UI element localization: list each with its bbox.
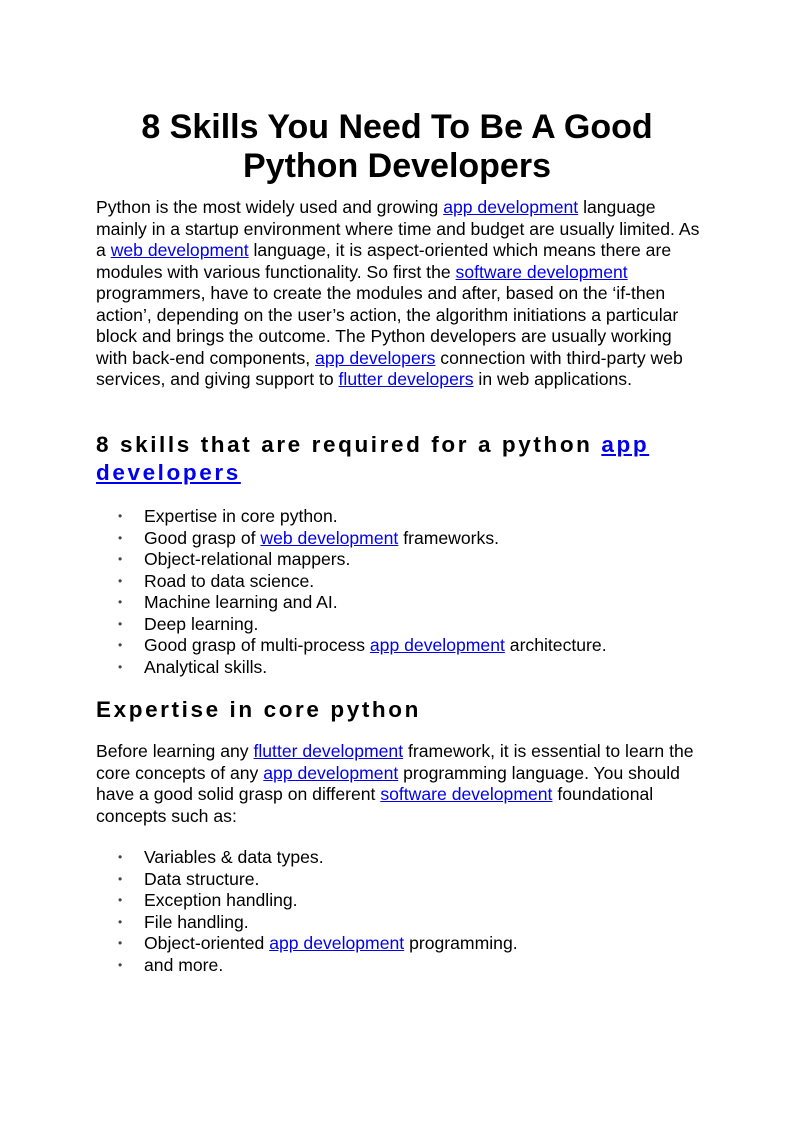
bullet-icon: • xyxy=(118,638,123,652)
text-segment: Analytical skills. xyxy=(144,656,268,677)
text-segment: File handling. xyxy=(144,911,249,932)
software-development-link[interactable]: software development xyxy=(455,261,628,282)
skills-heading xyxy=(96,431,706,487)
skills-list xyxy=(96,506,706,678)
flutter-development-link[interactable]: flutter development xyxy=(253,741,404,761)
text-segment: framework, it is essential to learn the core concepts of any xyxy=(96,741,694,783)
app-development-link[interactable]: app development xyxy=(269,933,405,953)
text-segment: Expertise in core python. xyxy=(144,506,338,526)
text-segment: language, it is aspect-oriented which means there are modules with various functionality. So first the xyxy=(96,240,672,282)
app-development-link[interactable]: app development xyxy=(369,635,505,655)
software-development-link[interactable]: software development xyxy=(380,784,553,804)
bullet-icon: • xyxy=(118,509,123,523)
text-segment: Python is the most widely used and growing xyxy=(96,197,444,217)
bullet-icon: • xyxy=(118,530,123,545)
text-segment: programming language. You should have a good solid grasp on different xyxy=(96,762,680,804)
bullet-icon: • xyxy=(118,871,123,886)
page-title: 8 Skills You Need To Be A Good Python Developers xyxy=(141,108,653,185)
list-item xyxy=(96,847,706,869)
text-segment: Exception handling. xyxy=(144,890,298,910)
text-segment: Variables & data types. xyxy=(144,847,324,867)
text-segment: and more. xyxy=(144,954,224,975)
text-segment: Road to data science. xyxy=(144,570,315,591)
bullet-icon: • xyxy=(118,552,123,566)
list-item xyxy=(96,635,706,657)
list-item xyxy=(96,912,706,934)
bullet-icon: • xyxy=(118,616,123,631)
text-segment: in web applications. xyxy=(473,369,632,389)
text-segment: language mainly in a startup environment where time and budget are usually limited. As a xyxy=(96,197,700,260)
bullet-icon: • xyxy=(118,936,123,950)
text-segment: Object-relational mappers. xyxy=(144,549,351,569)
list-item xyxy=(96,506,706,528)
bullet-icon: • xyxy=(118,573,123,588)
list-item xyxy=(96,890,706,912)
text-segment: Deep learning. xyxy=(144,613,259,634)
bullet-icon: • xyxy=(118,850,123,864)
text-segment: Good grasp of multi-process xyxy=(144,635,370,655)
text-segment: 8 skills that are required for a python xyxy=(96,432,602,457)
flutter-developers-link[interactable]: flutter developers xyxy=(338,369,474,389)
text-segment: programming. xyxy=(404,933,518,953)
list-item xyxy=(96,528,706,550)
text-segment: architecture. xyxy=(504,635,607,655)
text-segment: Data structure. xyxy=(144,868,260,889)
list-item xyxy=(96,592,706,614)
list-item xyxy=(96,549,706,571)
bullet-icon: • xyxy=(118,659,123,674)
app-development-link[interactable]: app development xyxy=(443,197,579,217)
text-segment: Object-oriented xyxy=(144,933,270,953)
app-developers-link[interactable]: app developers xyxy=(315,347,436,368)
text-segment: Good grasp of xyxy=(144,527,261,548)
app-development-link[interactable]: app development xyxy=(263,762,399,783)
list-item xyxy=(96,571,706,593)
list-item xyxy=(96,657,706,679)
list-item xyxy=(96,614,706,636)
text-segment: connection with third-party web services, and giving support to xyxy=(96,347,683,389)
text-segment: foundational concepts such as: xyxy=(96,784,654,826)
core-python-heading: Expertise in core python xyxy=(96,697,421,722)
bullet-icon: • xyxy=(118,595,123,609)
list-item xyxy=(96,955,706,977)
app-developers-link[interactable]: app developers xyxy=(96,432,650,485)
text-segment: Before learning any xyxy=(96,741,254,761)
bullet-icon: • xyxy=(118,914,123,929)
list-item xyxy=(96,869,706,891)
intro-paragraph xyxy=(96,197,706,391)
text-segment: frameworks. xyxy=(398,527,500,548)
list-item xyxy=(96,933,706,955)
bullet-icon: • xyxy=(118,893,123,907)
core-python-paragraph xyxy=(96,741,706,827)
text-segment: Machine learning and AI. xyxy=(144,592,338,612)
text-segment: programmers, have to create the modules and after, based on the ‘if-then action’, depending on the user’s action, the algorithm initiations a particular block and brings the outcome. The Python developers are usually working with back-end components, xyxy=(96,283,679,368)
web-development-link[interactable]: web development xyxy=(110,240,249,260)
bullet-icon: • xyxy=(118,957,123,972)
web-development-link[interactable]: web development xyxy=(260,527,399,548)
core-concepts-list xyxy=(96,847,706,976)
